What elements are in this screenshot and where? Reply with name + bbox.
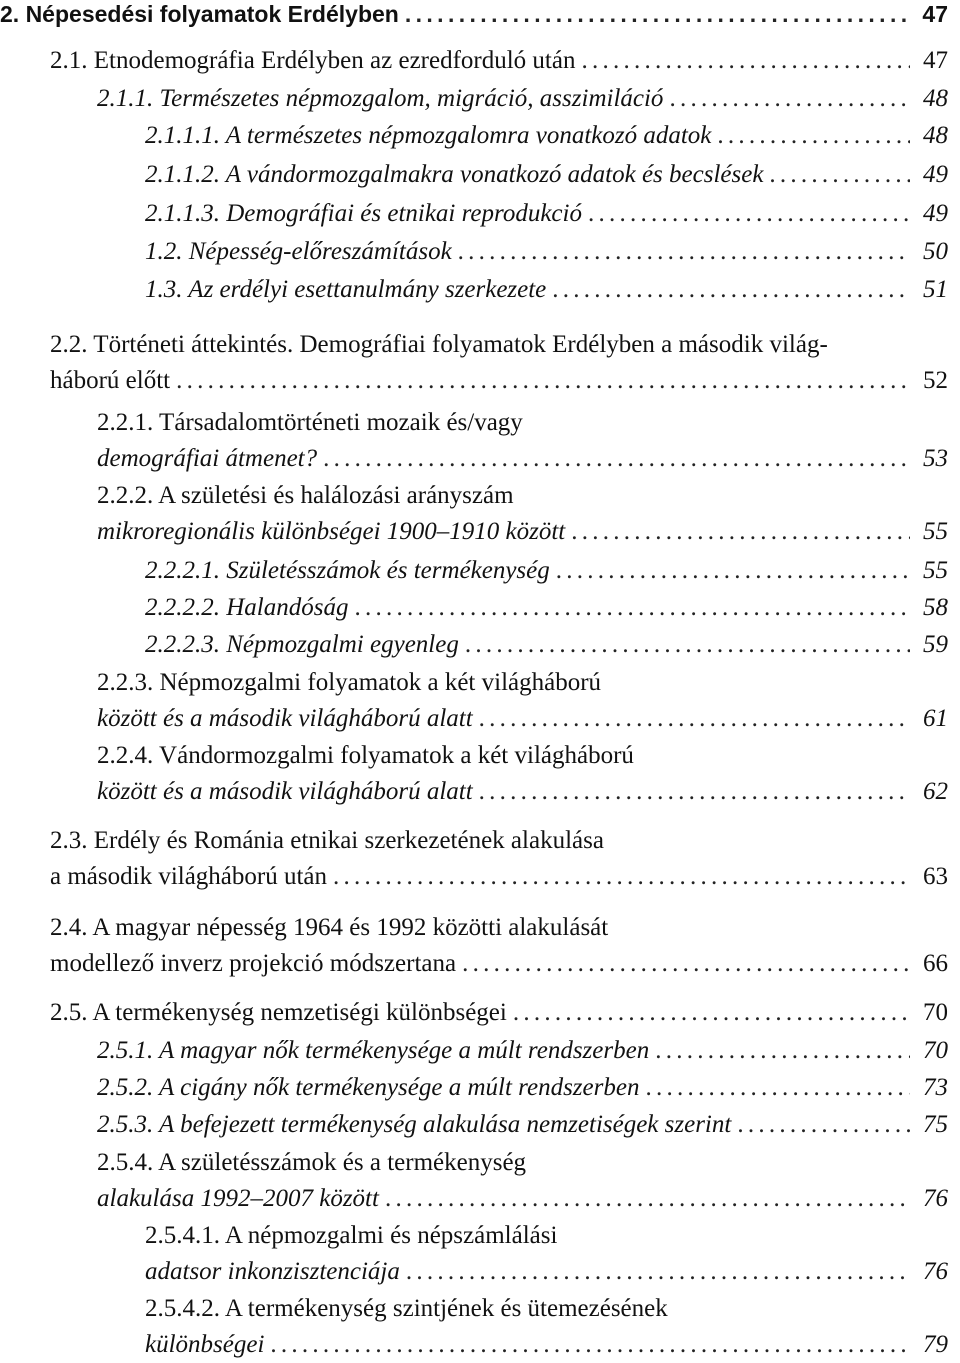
- toc-entry-label: 2.5. A termékenység nemzetiségi különbségei: [50, 999, 507, 1026]
- toc-entry-label: demográfiai átmenet?: [97, 445, 318, 472]
- toc-entry-first-line: 2.3. Erdély és Románia etnikai szerkezetének alakulása: [50, 827, 604, 854]
- toc-entry-label: alakulása 1992–2007 között: [97, 1185, 379, 1212]
- toc-page-number: 51: [923, 276, 948, 303]
- dot-leader: [737, 1107, 910, 1143]
- toc-entry-first-line: 2.2.2. A születési és halálozási arányszám: [97, 482, 514, 509]
- dot-leader: [354, 590, 910, 626]
- dot-leader: [769, 157, 910, 193]
- toc-page-number: 47: [923, 47, 948, 74]
- toc-entry-label: 2.1.1.2. A vándormozgalmakra vonatkozó adatok és becslések: [145, 161, 764, 188]
- toc-page-number: 79: [923, 1331, 948, 1358]
- toc-entry-label: 1.3. Az erdélyi esettanulmány szerkezete: [145, 276, 547, 303]
- toc-entry-label: modellező inverz projekció módszertana: [50, 950, 457, 977]
- toc-entry-label: adatsor inkonzisztenciája: [145, 1258, 400, 1285]
- toc-entry-label: 2.2.2.2. Halandóság: [145, 594, 349, 621]
- toc-page-number: 48: [923, 85, 948, 112]
- toc-page-number: 61: [923, 705, 948, 732]
- toc-entry-2-2-1: [97, 405, 948, 477]
- dot-leader: [323, 441, 910, 477]
- toc-entry-1-2: [145, 234, 948, 270]
- toc-entry-first-line: 2.2.4. Vándormozgalmi folyamatok a két világháború: [97, 742, 634, 769]
- toc-page-number: 55: [923, 518, 948, 545]
- toc-entry-first-line: 2.2. Történeti áttekintés. Demográfiai folyamatok Erdélyben a második világ-: [50, 331, 828, 358]
- toc-entry-2-4: [50, 910, 948, 982]
- dot-leader: [270, 1327, 910, 1363]
- toc-page-number: 70: [923, 1037, 948, 1064]
- toc-entry-2-3: [50, 823, 948, 895]
- toc-entry-2-1-1-1: [145, 118, 948, 154]
- toc-entry-2-2-2-3: [145, 627, 948, 663]
- toc-entry-2-2-2-2: [145, 590, 948, 626]
- toc-entry-label: között és a második világháború alatt: [97, 778, 473, 805]
- toc-page-number: 47: [922, 1, 948, 27]
- dot-leader: [479, 774, 910, 810]
- toc-page-number: 70: [923, 999, 948, 1026]
- toc-entry-2-5-3: [97, 1107, 948, 1143]
- toc-entry-label: a második világháború után: [50, 863, 328, 890]
- toc-entry-label: 2.2.2.3. Népmozgalmi egyenleg: [145, 631, 459, 658]
- toc-entry-label: 2.5.1. A magyar nők termékenysége a múlt rendszerben: [97, 1037, 650, 1064]
- dot-leader: [645, 1070, 910, 1106]
- dot-leader: [655, 1033, 910, 1069]
- toc-page-number: 63: [923, 863, 948, 890]
- toc-entry-2-2-2-1: [145, 553, 948, 589]
- toc-page-number: 50: [923, 238, 948, 265]
- toc-entry-2-5-4: [97, 1145, 948, 1217]
- toc-page-number: 76: [923, 1258, 948, 1285]
- toc-entry-2-5-2: [97, 1070, 948, 1106]
- toc-entry-label: különbségei: [145, 1331, 265, 1358]
- dot-leader: [458, 234, 910, 270]
- toc-entry-2-5-4-2: [145, 1291, 948, 1363]
- toc-page-number: 59: [923, 631, 948, 658]
- toc-entry-2: [0, 0, 948, 32]
- toc-page-number: 73: [923, 1074, 948, 1101]
- toc-entry-2-2-3: [97, 665, 948, 737]
- dot-leader: [479, 701, 910, 737]
- toc-entry-2-2-2: [97, 478, 948, 550]
- toc-entry-2-5: [50, 995, 948, 1031]
- toc-entry-label: mikroregionális különbségei 1900–1910 között: [97, 518, 566, 545]
- toc-page-number: 58: [923, 594, 948, 621]
- dot-leader: [717, 118, 910, 154]
- dot-leader: [406, 1254, 910, 1290]
- dot-leader: [462, 946, 910, 982]
- toc-entry-2-1-1-3: [145, 196, 948, 232]
- toc-page-number: 52: [923, 367, 948, 394]
- toc-entry-label: 2.5.3. A befejezett termékenység alakulása nemzetiségek szerint: [97, 1111, 732, 1138]
- dot-leader: [513, 995, 910, 1031]
- toc-entry-label: 2.5.2. A cigány nők termékenysége a múlt rendszerben: [97, 1074, 640, 1101]
- dot-leader: [465, 627, 910, 663]
- dot-leader: [552, 272, 910, 308]
- toc-entry-first-line: 2.5.4.2. A termékenység szintjének és ütemezésének: [145, 1295, 668, 1322]
- toc-page-number: 62: [923, 778, 948, 805]
- toc-page-number: 75: [923, 1111, 948, 1138]
- toc-page-number: 48: [923, 122, 948, 149]
- toc-entry-first-line: 2.2.1. Társadalomtörténeti mozaik és/vagy: [97, 409, 523, 436]
- toc-entry-first-line: 2.5.4.1. A népmozgalmi és népszámlálási: [145, 1222, 558, 1249]
- toc-entry-2-1: [50, 43, 948, 79]
- toc-page-number: 76: [923, 1185, 948, 1212]
- toc-entry-label: között és a második világháború alatt: [97, 705, 473, 732]
- toc-page-number: 66: [923, 950, 948, 977]
- dot-leader: [581, 43, 910, 79]
- toc-entry-first-line: 2.4. A magyar népesség 1964 és 1992 közötti alakulását: [50, 914, 609, 941]
- dot-leader: [176, 363, 910, 399]
- toc-entry-1-3: [145, 272, 948, 308]
- toc-entry-label: 2.2.2.1. Születésszámok és termékenység: [145, 557, 550, 584]
- toc-entry-label: 2. Népesedési folyamatok Erdélyben: [0, 1, 399, 27]
- toc-page-number: 49: [923, 161, 948, 188]
- dot-leader: [385, 1181, 910, 1217]
- toc-entry-label: 2.1.1.3. Demográfiai és etnikai reprodukció: [145, 200, 582, 227]
- toc-entry-2-5-1: [97, 1033, 948, 1069]
- toc-entry-label: 1.2. Népesség-előreszámítások: [145, 238, 452, 265]
- toc-page-number: 49: [923, 200, 948, 227]
- toc-entry-label: háború előtt: [50, 367, 171, 394]
- toc-entry-2-5-4-1: [145, 1218, 948, 1290]
- dot-leader: [588, 196, 910, 232]
- toc-page-number: 53: [923, 445, 948, 472]
- dot-leader: [556, 553, 910, 589]
- dot-leader: [405, 0, 910, 32]
- toc-entry-2-1-1-2: [145, 157, 948, 193]
- toc-entry-first-line: 2.5.4. A születésszámok és a termékenység: [97, 1149, 527, 1176]
- dot-leader: [669, 81, 910, 117]
- toc-entry-2-1-1: [97, 81, 948, 117]
- dot-leader: [333, 859, 910, 895]
- toc-entry-label: 2.1.1. Természetes népmozgalom, migráció, asszimiláció: [97, 85, 664, 112]
- toc-entry-label: 2.1.1.1. A természetes népmozgalomra vonatkozó adatok: [145, 122, 712, 149]
- dot-leader: [571, 514, 910, 550]
- toc-page-number: 55: [923, 557, 948, 584]
- toc-entry-label: 2.1. Etnodemográfia Erdélyben az ezredforduló után: [50, 47, 576, 74]
- toc-entry-first-line: 2.2.3. Népmozgalmi folyamatok a két világháború: [97, 669, 602, 696]
- toc-entry-2-2-4: [97, 738, 948, 810]
- toc-entry-2-2: [50, 327, 948, 399]
